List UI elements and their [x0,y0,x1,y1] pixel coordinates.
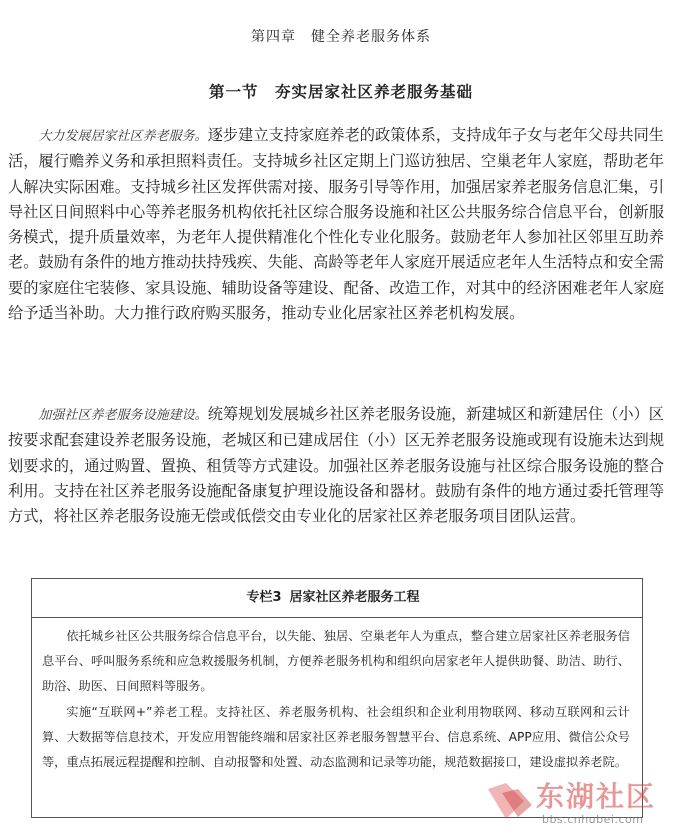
chapter-title: 第四章 健全养老服务体系 [251,29,431,45]
paragraph-body: 逐步建立支持家庭养老的政策体系，支持成年子女与老年父母共同生活，履行赡养义务和承担照料责任。支持城乡社区定期上门巡访独居、空巢老年人家庭，帮助老年人解决实际困难。支持城乡社区发挥供需对接、服务引导等作用，加强居家养老服务信息汇集，引导社区日间照料中心等养老服务机构依托社区综合服务设施和社区公共服务综合信息平台，创新服务模式，提升质量效率，为老年人提供精准化个性化专业化服务。鼓励老年人参加社区邻里互助养老。鼓励有条件的地方推动扶持残疾、失能、高龄等老年人家庭开展适应老年人生活特点和安全需要的家庭住宅装修、家具设施、辅助设备等建设、配备、改造工作，对其中的经济困难老年人家庭给予适当补助。大力推行政府购买服务，推动专业化居家社区养老机构发展。 [8,126,664,323]
paragraph-lead: 大力发展居家社区养老服务。 [38,129,208,144]
column-box-heading: 居家社区养老服务工程 [289,590,420,605]
watermark-brand: 东湖社区 [536,780,657,813]
paragraph-body: 统筹规划发展城乡社区养老服务设施，新建城区和新建居住（小）区按要求配套建设养老服务设施，老城区和已建成居住（小）区无养老服务设施或现有设施未达到规划要求的，通过购置、置换、租赁等方式建设。加强社区养老服务设施与社区综合服务设施的整合利用。支持在社区养老服务设施配备康复护理设施设备和器材。鼓励有条件的地方通过委托管理等方式，将社区养老服务设施无偿或低偿交由专业化的居家社区养老服务项目团队运营。 [8,405,664,526]
paragraph-community-facilities [8,402,664,529]
column-box-label: 专栏3 [246,590,282,605]
column-box-paragraph: 实施“互联网+”养老工程。支持社区、养老服务机构、社会组织和企业利用物联网、移动互联网和云计算、大数据等信息技术，开发应用智能终端和居家社区养老服务智慧平台、信息系统、APP应用、微信公众号等，重点拓展远程提醒和控制、自动报警和处置、动态监测和记录等功能，规范数据接口，建设虚拟养老院。 [42,704,630,770]
section-title: 第一节 夯实居家社区养老服务基础 [208,83,473,101]
watermark-logo-icon [484,779,536,823]
watermark-url: bbs.cnhubei.com [542,813,644,826]
column-box-paragraph: 依托城乡社区公共服务综合信息平台，以失能、独居、空巢老年人为重点，整合建立居家社区养老服务信息平台、呼叫服务系统和应急救援服务机制，方便养老服务机构和组织向居家老年人提供助餐、助洁、助行、助浴、助医、日间照料等服务。 [42,629,630,694]
watermark [484,771,674,831]
paragraph-home-community-services [8,123,664,326]
column-box-title [32,579,642,618]
paragraph-lead: 加强社区养老服务设施建设。 [38,408,208,423]
